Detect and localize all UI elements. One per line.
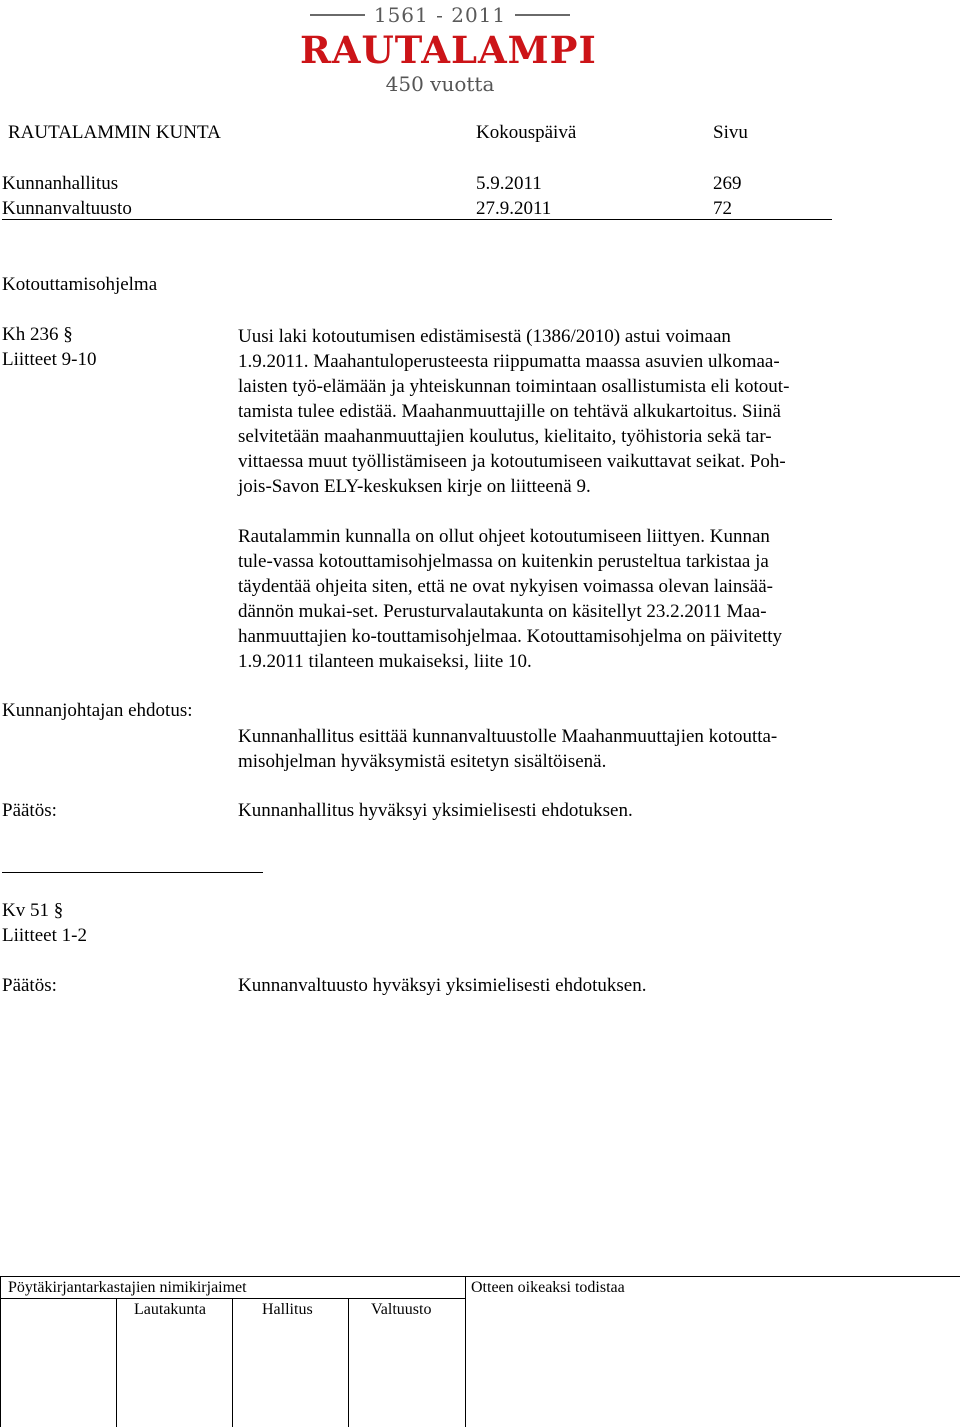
body-name-kv: Kunnanvaltuusto <box>2 198 132 219</box>
text-line: täydentää ohjeita siten, että ne ovat nykyisen voimassa olevan lainsää- <box>238 576 773 597</box>
page-number-kh: 269 <box>713 173 742 194</box>
section-title: Kotouttamisohjelma <box>2 274 158 295</box>
footer-col-divider <box>465 1276 466 1427</box>
org-name: RAUTALAMMIN KUNTA <box>8 122 221 143</box>
kv-reference: Kv 51 § <box>2 900 64 921</box>
body-name-kh: Kunnanhallitus <box>2 173 119 194</box>
kv-attachments: Liitteet 1-2 <box>2 925 87 946</box>
footer-col-divider <box>116 1298 117 1427</box>
date-column-label: Kokouspäivä <box>476 122 577 143</box>
page-number-kv: 72 <box>713 198 732 219</box>
signatures-label: Pöytäkirjantarkastajien nimikirjaimet <box>8 1279 247 1296</box>
footer-column-lautakunta: Lautakunta <box>134 1301 206 1318</box>
footer-column-hallitus: Hallitus <box>262 1301 313 1318</box>
text-line: 1.9.2011 tilanteen mukaiseksi, liite 10. <box>238 651 532 672</box>
kh-decision-label: Päätös: <box>2 800 57 821</box>
logo-years: 1561 - 2011 <box>373 3 507 27</box>
text-line: selvitetään maahanmuuttajien koulutus, kielitaito, työhistoria sekä tar- <box>238 426 772 447</box>
kh-reference: Kh 236 § <box>2 324 73 345</box>
logo-swirl-left <box>310 14 365 16</box>
text-line: vittaessa muut työllistämiseen ja kotoutumiseen vaikuttavat seikat. Poh- <box>238 451 786 472</box>
text-line: dännön mukai-set. Perusturvalautakunta on käsitellyt 23.2.2011 Maa- <box>238 601 767 622</box>
text-line: laisten työ-elämään ja yhteiskunnan toimintaan osallistumista eli kotout- <box>238 376 790 397</box>
logo-swirl-right <box>515 14 570 16</box>
text-line: Kunnanhallitus esittää kunnanvaltuustolle Maahanmuuttajien kotoutta- <box>238 726 778 747</box>
kh-attachments: Liitteet 9-10 <box>2 349 97 370</box>
meeting-date-kh: 5.9.2011 <box>476 173 542 194</box>
kh-paragraph-1 <box>238 324 878 499</box>
proposal-text <box>238 724 878 774</box>
footer-column-valtuusto: Valtuusto <box>371 1301 432 1318</box>
meeting-date-kv: 27.9.2011 <box>476 198 552 219</box>
kv-decision-text: Kunnanvaltuusto hyväksyi yksimielisesti ehdotuksen. <box>238 975 647 996</box>
proposal-label: Kunnanjohtajan ehdotus: <box>2 700 193 721</box>
footer-left-edge <box>0 1276 1 1427</box>
footer-top-rule <box>0 1276 960 1277</box>
text-line: hanmuuttajien ko-touttamisohjelmaa. Kotouttamisohjelma on päivitetty <box>238 626 783 647</box>
footer-col-divider <box>348 1298 349 1427</box>
text-line: 1.9.2011. Maahantuloperusteesta riippumatta maassa asuvien ulkomaa- <box>238 351 780 372</box>
footer-col-divider <box>232 1298 233 1427</box>
text-line: Uusi laki kotoutumisen edistämisestä (1386/2010) astui voimaan <box>238 326 731 347</box>
text-line: tamista tulee edistää. Maahanmuuttajille on tehtävä alkukartoitus. Siinä <box>238 401 781 422</box>
logo-name: RAUTALAMPI <box>300 28 597 72</box>
text-line: misohjelman hyväksymistä esitetyn sisältöisenä. <box>238 751 607 772</box>
text-line: Rautalammin kunnalla on ollut ohjeet kotoutumiseen liittyen. Kunnan <box>238 526 770 547</box>
rautalampi-450-logo <box>300 0 597 100</box>
kv-decision-label: Päätös: <box>2 975 57 996</box>
page-column-label: Sivu <box>713 122 748 143</box>
header-underline <box>2 219 832 220</box>
text-line: jois-Savon ELY-keskuksen kirje on liitteenä 9. <box>238 476 591 497</box>
kh-decision-text: Kunnanhallitus hyväksyi yksimielisesti ehdotuksen. <box>238 800 633 821</box>
text-line: tule-vassa kotouttamisohjelmassa on kuitenkin perusteltua tarkistaa ja <box>238 551 769 572</box>
certified-label: Otteen oikeaksi todistaa <box>471 1279 625 1296</box>
logo-subtitle: 450 vuotta <box>385 72 495 96</box>
kh-paragraph-2 <box>238 524 878 674</box>
section-divider <box>2 872 263 873</box>
